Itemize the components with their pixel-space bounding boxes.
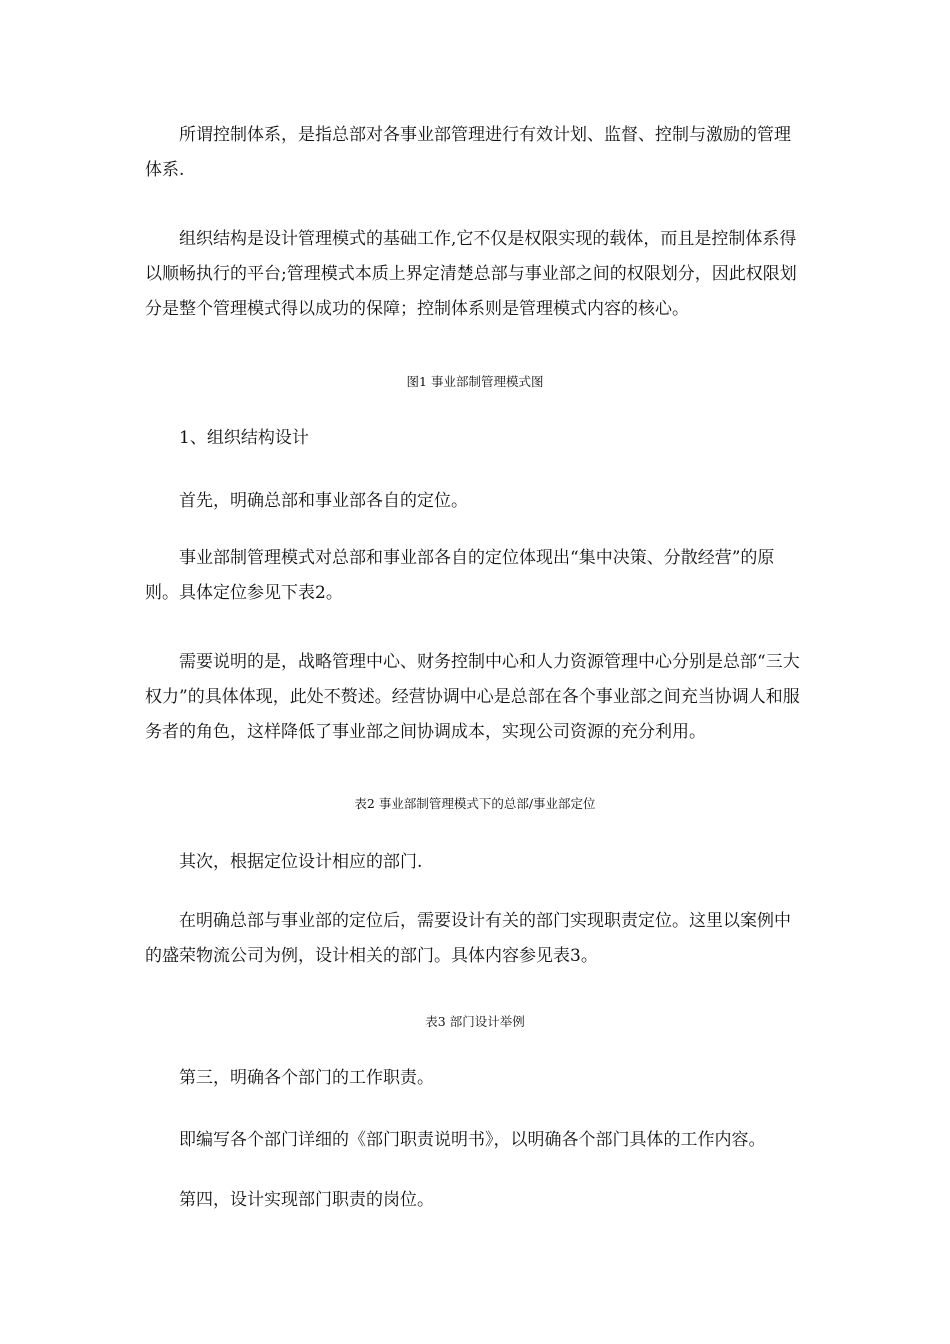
paragraph-second: 其次，根据定位设计相应的部门. (179, 852, 423, 872)
section-heading-org-design: 1、组织结构设计 (179, 428, 309, 448)
table-caption-3: 表3 部门设计举例 (425, 1014, 525, 1029)
paragraph-first: 首先，明确总部和事业部各自的定位。 (179, 491, 468, 511)
paragraph-control-system: 所谓控制体系，是指总部对各事业部管理进行有效计划、监督、控制与激励的管理体系. (145, 125, 791, 180)
paragraph-third: 第三，明确各个部门的工作职责。 (179, 1068, 434, 1088)
paragraph-fourth: 第四，设计实现部门职责的岗位。 (179, 1190, 434, 1210)
figure-caption-1: 图1 事业部制管理模式图 (406, 374, 544, 389)
paragraph-org-structure: 组织结构是设计管理模式的基础工作,它不仅是权限实现的载体，而且是控制体系得以顺畅执行的平台;管理模式本质上界定清楚总部与事业部之间的权限划分，因此权限划分是整个管理模式得以成功的保障；控制体系则是管理模式内容的核心。 (145, 229, 797, 319)
paragraph-job-description: 即编写各个部门详细的《部门职责说明书》，以明确各个部门具体的工作内容。 (179, 1130, 766, 1150)
paragraph-positioning: 事业部制管理模式对总部和事业部各自的定位体现出“集中决策、分散经营”的原则。具体定位参见下表2。 (145, 548, 775, 603)
paragraph-explanation: 需要说明的是，战略管理中心、财务控制中心和人力资源管理中心分别是总部“三大权力”的具体体现，此处不赘述。经营协调中心是总部在各个事业部之间充当协调人和服务者的角色，这样降低了事业部之间协调成本，实现公司资源的充分利用。 (145, 652, 800, 742)
table-caption-2: 表2 事业部制管理模式下的总部/事业部定位 (354, 796, 596, 811)
paragraph-department-design: 在明确总部与事业部的定位后，需要设计有关的部门实现职责定位。这里以案例中的盛荣物流公司为例，设计相关的部门。具体内容参见表3。 (145, 911, 791, 966)
